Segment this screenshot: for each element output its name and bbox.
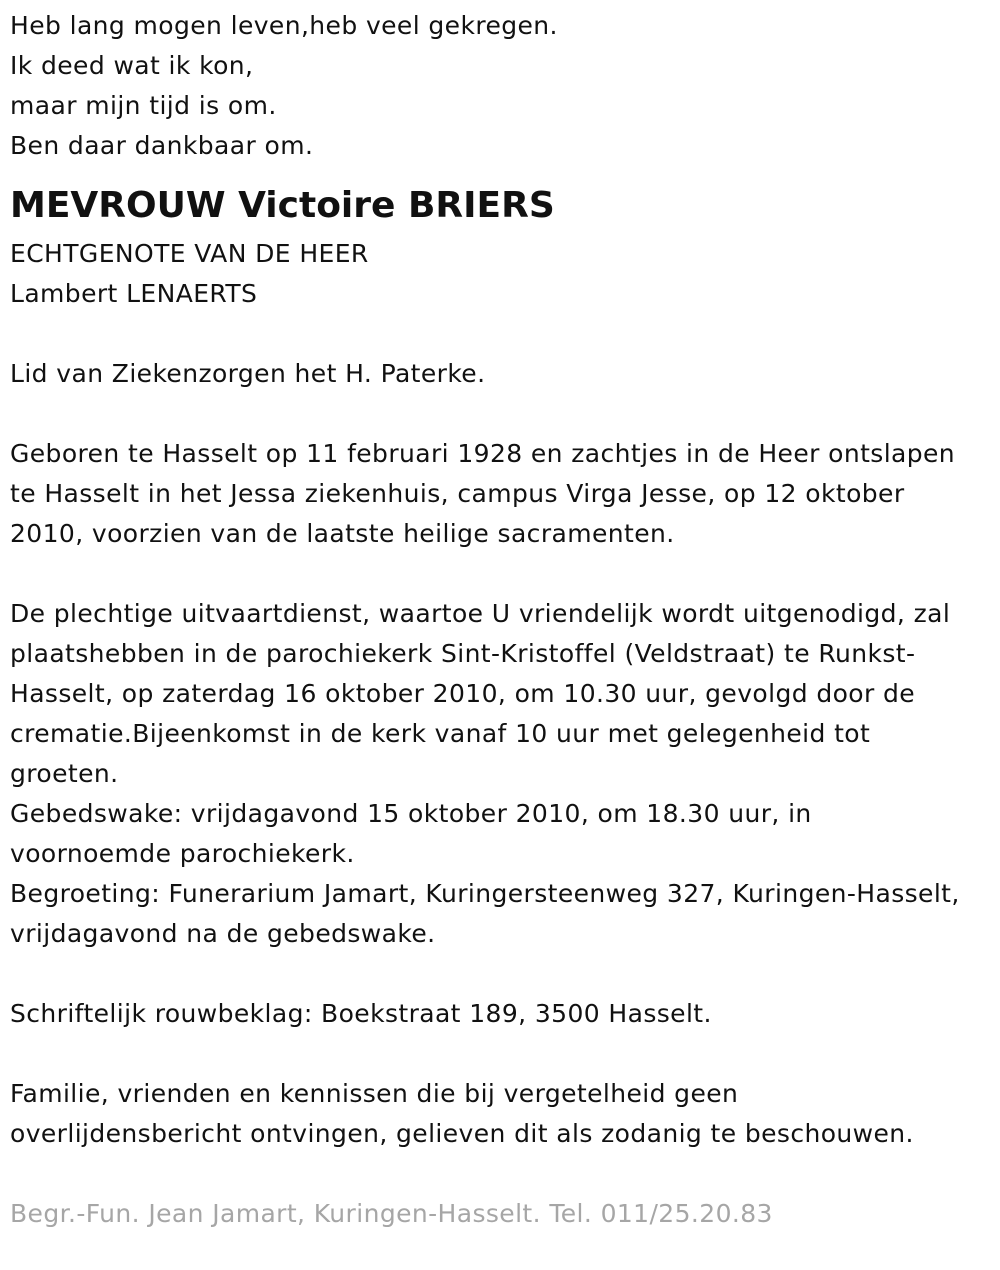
spacer xyxy=(10,554,995,594)
paragraph-line: De plechtige uitvaartdienst, waartoe U vriendelijk wordt uitgenodigd, zal xyxy=(10,599,951,628)
poem-line: Heb lang mogen leven,heb veel gekregen. xyxy=(10,11,558,40)
poem-line: Ben daar dankbaar om. xyxy=(10,131,314,160)
paragraph-line: Geboren te Hasselt op 11 februari 1928 en zachtjes in de Heer ontslapen xyxy=(10,439,956,468)
spouse-name: Lambert LENAERTS xyxy=(10,279,258,308)
spacer xyxy=(10,954,995,994)
poem-line: maar mijn tijd is om. xyxy=(10,91,277,120)
paragraph-line: Begroeting: Funerarium Jamart, Kuringersteenweg 327, Kuringen-Hasselt, xyxy=(10,879,960,908)
poem xyxy=(10,6,995,166)
spacer xyxy=(10,1154,995,1194)
paragraph-line: Hasselt, op zaterdag 16 oktober 2010, om 10.30 uur, gevolgd door de xyxy=(10,679,916,708)
deceased-name: MEVROUW Victoire BRIERS xyxy=(10,185,555,226)
paragraph-line: Gebedswake: vrijdagavond 15 oktober 2010, om 18.30 uur, in xyxy=(10,799,812,828)
paragraph-line: 2010, voorzien van de laatste heilige sacramenten. xyxy=(10,519,675,548)
paragraph-line: vrijdagavond na de gebedswake. xyxy=(10,919,436,948)
obituary-notice xyxy=(10,6,995,1234)
paragraph-line: voornoemde parochiekerk. xyxy=(10,839,355,868)
spouse-info xyxy=(10,234,995,314)
notice-paragraph xyxy=(10,1074,995,1154)
membership: Lid van Ziekenzorgen het H. Paterke. xyxy=(10,359,486,388)
poem-line: Ik deed wat ik kon, xyxy=(10,51,254,80)
spacer xyxy=(10,1034,995,1074)
spacer xyxy=(10,394,995,434)
paragraph-line: crematie.Bijeenkomst in de kerk vanaf 10 uur met gelegenheid tot xyxy=(10,719,871,748)
funeral-home-footer: Begr.-Fun. Jean Jamart, Kuringen-Hasselt. Tel. 011/25.20.83 xyxy=(10,1199,773,1228)
paragraph-line: overlijdensbericht ontvingen, gelieven dit als zodanig te beschouwen. xyxy=(10,1119,914,1148)
condolences-address: Schriftelijk rouwbeklag: Boekstraat 189, 3500 Hasselt. xyxy=(10,999,712,1028)
spacer xyxy=(10,314,995,354)
paragraph-line: groeten. xyxy=(10,759,119,788)
paragraph-line: Familie, vrienden en kennissen die bij vergetelheid geen xyxy=(10,1079,739,1108)
service-paragraph xyxy=(10,594,995,954)
birth-death-paragraph xyxy=(10,434,995,554)
paragraph-line: te Hasselt in het Jessa ziekenhuis, campus Virga Jesse, op 12 oktober xyxy=(10,479,905,508)
spouse-label: ECHTGENOTE VAN DE HEER xyxy=(10,239,369,268)
paragraph-line: plaatshebben in de parochiekerk Sint-Kristoffel (Veldstraat) te Runkst- xyxy=(10,639,916,668)
